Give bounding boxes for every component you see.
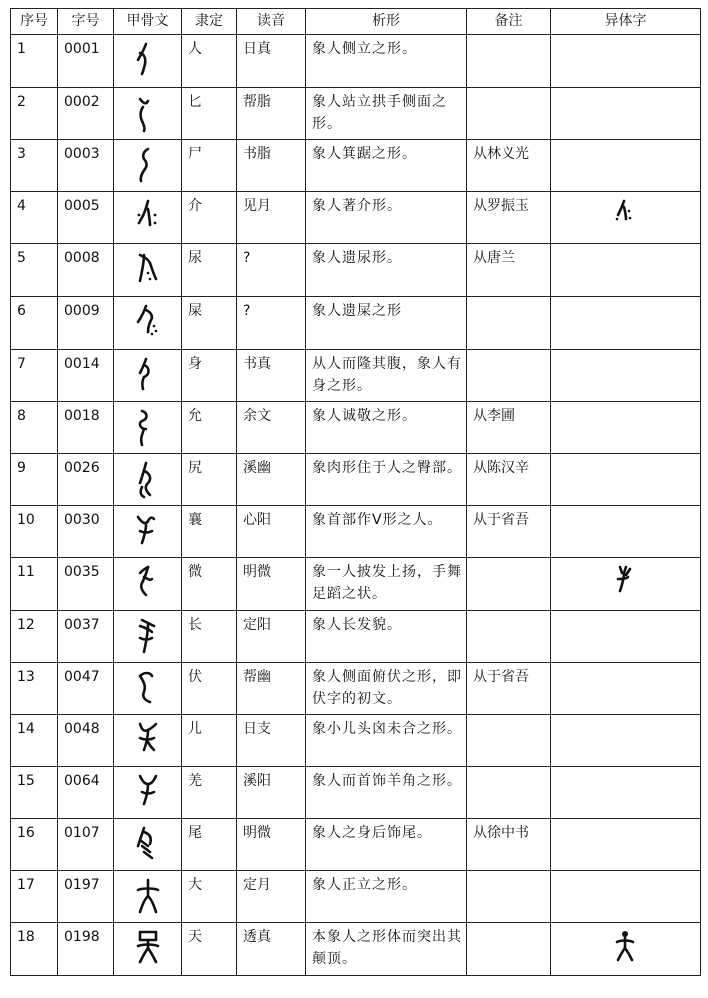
header-analysis: 析形 [306,9,467,35]
table-row [11,663,701,715]
cell-analysis [306,297,467,350]
cell-oracle-glyph [114,558,182,611]
cell-lid-text: 尾 [188,825,202,841]
cell-code [58,819,114,871]
header-code: 字号 [58,9,114,35]
cell-code [58,88,114,140]
cell-reading-text: 透真 [243,929,271,945]
cell-reading [237,244,306,297]
cell-reading [237,35,306,88]
cell-reading-text: 日真 [243,41,271,57]
cell-serial [11,350,58,402]
cell-code-text: 0048 [64,721,100,737]
cell-serial [11,35,58,88]
cell-code-text: 0035 [64,564,100,580]
cell-lid [182,244,237,297]
cell-analysis-text: 象人长发貌。 [312,617,402,633]
cell-oracle-glyph [114,506,182,558]
cell-analysis-text: 象人正立之形。 [312,877,417,893]
cell-reading [237,923,306,976]
cell-analysis-text: 象人遗屎之形 [312,303,402,319]
cell-lid [182,611,237,663]
cell-note [467,244,551,297]
cell-oracle-glyph [114,454,182,506]
cell-code [58,715,114,767]
cell-analysis [306,35,467,88]
cell-reading [237,819,306,871]
cell-code [58,767,114,819]
cell-analysis [306,923,467,976]
cell-serial-text: 4 [17,198,26,214]
cell-serial-text: 5 [17,250,26,266]
cell-analysis [306,402,467,454]
cell-reading [237,350,306,402]
cell-code-text: 0197 [64,877,100,893]
cell-lid-text: 介 [188,198,202,214]
cell-note-text [467,35,550,38]
cell-oracle-glyph [114,923,182,976]
cell-reading-text: 明微 [243,564,271,580]
cell-serial-text: 6 [17,303,26,319]
cell-variant [551,819,701,871]
cell-serial-text: 13 [17,669,35,685]
cell-reading-text: 溪阳 [243,773,271,789]
cell-note [467,767,551,819]
cell-reading-text: 日支 [243,721,271,737]
cell-variant [551,402,701,454]
cell-note [467,715,551,767]
cell-analysis [306,192,467,244]
cell-serial [11,767,58,819]
cell-lid [182,454,237,506]
cell-serial [11,871,58,923]
cell-lid-text: 襄 [188,512,202,528]
cell-lid-text: 尿 [188,250,202,266]
cell-lid [182,767,237,819]
cell-analysis [306,663,467,715]
cell-note [467,350,551,402]
cell-serial [11,140,58,192]
table-body [11,35,701,976]
cell-oracle-glyph [114,611,182,663]
cell-lid [182,715,237,767]
cell-lid [182,402,237,454]
cell-code [58,297,114,350]
cell-variant [551,35,701,88]
cell-lid-text: 身 [188,356,202,372]
table-row [11,35,701,88]
cell-reading-text: 心阳 [243,512,271,528]
cell-oracle-glyph [114,402,182,454]
cell-serial [11,244,58,297]
cell-variant [551,140,701,192]
cell-code-text: 0030 [64,512,100,528]
cell-serial [11,663,58,715]
table-row [11,192,701,244]
cell-analysis [306,350,467,402]
cell-analysis [306,767,467,819]
cell-serial-text: 12 [17,617,35,633]
cell-analysis-text: 象人诚敬之形。 [312,408,417,424]
cell-lid [182,297,237,350]
cell-serial [11,506,58,558]
cell-lid [182,35,237,88]
cell-serial [11,819,58,871]
cell-analysis [306,715,467,767]
cell-variant [551,244,701,297]
cell-serial-text: 10 [17,512,35,528]
cell-code-text: 0064 [64,773,100,789]
cell-analysis-text: 象首部作V形之人。 [312,512,443,528]
table-row [11,244,701,297]
cell-reading-text: ? [243,250,251,266]
cell-reading-text: 定月 [243,877,271,893]
cell-oracle-glyph [114,297,182,350]
cell-code-text: 0107 [64,825,100,841]
cell-serial-text: 3 [17,146,26,162]
cell-reading [237,715,306,767]
cell-note [467,611,551,663]
cell-code-text: 0008 [64,250,100,266]
table-row [11,819,701,871]
table-row [11,402,701,454]
cell-analysis [306,819,467,871]
cell-note [467,454,551,506]
cell-analysis [306,506,467,558]
cell-serial-text: 14 [17,721,35,737]
cell-code-text: 0001 [64,41,100,57]
cell-lid-text: 大 [188,877,202,893]
header-row [11,9,701,35]
cell-note [467,88,551,140]
cell-note-text: 从于省吾 [473,669,529,685]
cell-reading-text: 帮脂 [243,94,271,110]
cell-serial [11,297,58,350]
cell-serial [11,715,58,767]
cell-note-text: 从罗振玉 [473,198,529,214]
cell-code [58,611,114,663]
cell-note [467,402,551,454]
cell-code [58,506,114,558]
cell-analysis-text: 从人而隆其腹，象人有身之形。 [312,356,462,394]
cell-reading-text: 书真 [243,356,271,372]
cell-code-text: 0005 [64,198,100,214]
cell-variant [551,350,701,402]
cell-reading-text: 帮幽 [243,669,271,685]
header-note: 备注 [467,9,551,35]
cell-note-text: 从李圃 [473,408,515,424]
cell-code-text: 0198 [64,929,100,945]
cell-analysis [306,611,467,663]
cell-note-text [467,767,550,770]
cell-code [58,244,114,297]
cell-oracle-glyph [114,871,182,923]
table-row [11,611,701,663]
cell-reading [237,871,306,923]
cell-code [58,558,114,611]
cell-lid-text: 微 [188,564,202,580]
cell-oracle-glyph [114,663,182,715]
header-oracle: 甲骨文 [114,9,182,35]
cell-note-text [467,611,550,614]
cell-code [58,454,114,506]
cell-note-text: 从徐中书 [473,825,529,841]
cell-lid [182,663,237,715]
cell-note [467,871,551,923]
cell-lid [182,871,237,923]
cell-code-text: 0003 [64,146,100,162]
cell-lid-text: 长 [188,617,202,633]
cell-note [467,506,551,558]
cell-analysis-text: 象人之身后饰尾。 [312,825,432,841]
cell-serial-text: 2 [17,94,26,110]
cell-variant [551,192,701,244]
cell-code-text: 0037 [64,617,100,633]
cell-lid-text: 匕 [188,94,202,110]
cell-analysis-text: 象小儿头囟未合之形。 [312,721,462,737]
cell-note [467,297,551,350]
table-row [11,506,701,558]
cell-code [58,350,114,402]
cell-variant [551,558,701,611]
cell-code-text: 0018 [64,408,100,424]
cell-reading [237,192,306,244]
cell-lid [182,192,237,244]
cell-reading [237,558,306,611]
cell-analysis-text: 象人而首饰羊角之形。 [312,773,462,789]
cell-reading [237,663,306,715]
cell-code-text: 0047 [64,669,100,685]
cell-oracle-glyph [114,350,182,402]
cell-analysis-text: 象人著介形。 [312,198,402,214]
cell-lid [182,819,237,871]
cell-lid [182,558,237,611]
cell-serial [11,454,58,506]
cell-lid-text: 人 [188,41,202,57]
cell-serial-text: 11 [17,564,35,580]
cell-serial-text: 15 [17,773,35,789]
cell-lid [182,88,237,140]
cell-analysis [306,558,467,611]
cell-analysis-text: 象一人披发上扬，手舞足蹈之状。 [312,564,462,602]
cell-note-text [467,88,550,91]
cell-serial [11,611,58,663]
table-row [11,454,701,506]
cell-note-text [467,558,550,561]
cell-variant [551,454,701,506]
table-row [11,923,701,976]
table-row [11,350,701,402]
cell-reading-text: ? [243,303,251,319]
cell-reading [237,402,306,454]
cell-variant [551,611,701,663]
cell-code-text: 0014 [64,356,100,372]
table-row [11,767,701,819]
cell-code [58,663,114,715]
cell-note [467,558,551,611]
cell-note [467,663,551,715]
cell-reading-text: 余文 [243,408,271,424]
header-reading: 读音 [237,9,306,35]
table-row [11,871,701,923]
cell-note [467,923,551,976]
cell-reading-text: 定阳 [243,617,271,633]
cell-lid [182,506,237,558]
cell-reading [237,506,306,558]
cell-lid-text: 允 [188,408,202,424]
cell-reading-text: 明微 [243,825,271,841]
table-row [11,297,701,350]
cell-lid-text: 天 [188,929,202,945]
cell-code-text: 0026 [64,460,100,476]
cell-analysis [306,140,467,192]
cell-reading [237,140,306,192]
cell-variant [551,88,701,140]
cell-oracle-glyph [114,767,182,819]
cell-note-text [467,923,550,926]
oracle-bone-character-table [10,8,701,976]
cell-note-text: 从于省吾 [473,512,529,528]
cell-code [58,923,114,976]
header-serial: 序号 [11,9,58,35]
cell-serial-text: 8 [17,408,26,424]
cell-analysis-text: 象人侧面俯伏之形，即伏字的初文。 [312,669,462,707]
cell-lid-text: 羌 [188,773,202,789]
cell-analysis-text: 象人侧立之形。 [312,41,417,57]
cell-code [58,35,114,88]
cell-serial [11,88,58,140]
cell-serial-text: 18 [17,929,35,945]
cell-note [467,35,551,88]
cell-analysis-text: 象人箕踞之形。 [312,146,417,162]
cell-reading [237,88,306,140]
cell-note-text [467,350,550,353]
cell-variant [551,923,701,976]
cell-reading-text: 溪幽 [243,460,271,476]
cell-analysis [306,871,467,923]
header-variant: 异体字 [551,9,701,35]
cell-oracle-glyph [114,819,182,871]
cell-lid [182,350,237,402]
cell-serial [11,402,58,454]
cell-note-text: 从林义光 [473,146,529,162]
cell-lid-text: 儿 [188,721,202,737]
cell-note [467,192,551,244]
cell-analysis [306,244,467,297]
cell-note-text [467,715,550,718]
cell-analysis [306,454,467,506]
cell-serial-text: 9 [17,460,26,476]
cell-code-text: 0009 [64,303,100,319]
cell-variant [551,297,701,350]
table-row [11,558,701,611]
cell-note-text: 从唐兰 [473,250,515,266]
cell-oracle-glyph [114,715,182,767]
cell-reading [237,611,306,663]
cell-oracle-glyph [114,244,182,297]
cell-code [58,192,114,244]
cell-variant [551,767,701,819]
cell-lid [182,140,237,192]
cell-analysis [306,88,467,140]
table-row [11,715,701,767]
cell-serial-text: 7 [17,356,26,372]
cell-code [58,402,114,454]
cell-serial [11,558,58,611]
cell-variant [551,715,701,767]
cell-oracle-glyph [114,140,182,192]
cell-analysis-text: 本象人之形体而突出其颠顶。 [312,929,462,967]
cell-lid-text: 屎 [188,303,202,319]
cell-oracle-glyph [114,88,182,140]
cell-note [467,140,551,192]
cell-note-text [467,871,550,874]
cell-oracle-glyph [114,35,182,88]
header-lid: 隶定 [182,9,237,35]
cell-serial [11,192,58,244]
cell-variant [551,506,701,558]
cell-analysis-text: 象人遗尿形。 [312,250,402,266]
cell-code [58,140,114,192]
cell-note-text: 从陈汉辛 [473,460,529,476]
cell-oracle-glyph [114,192,182,244]
cell-variant [551,871,701,923]
cell-reading [237,767,306,819]
cell-serial [11,923,58,976]
table-row [11,140,701,192]
cell-lid-text: 尸 [188,146,202,162]
cell-note [467,819,551,871]
cell-serial-text: 16 [17,825,35,841]
cell-code [58,871,114,923]
table-row [11,88,701,140]
cell-serial-text: 1 [17,41,26,57]
cell-lid [182,923,237,976]
cell-reading-text: 书脂 [243,146,271,162]
cell-analysis-text: 象肉形住于人之臀部。 [312,460,462,476]
cell-serial-text: 17 [17,877,35,893]
cell-analysis-text: 象人站立拱手侧面之形。 [312,94,447,132]
cell-reading [237,297,306,350]
cell-lid-text: 尻 [188,460,202,476]
cell-reading-text: 见月 [243,198,271,214]
cell-variant [551,663,701,715]
cell-lid-text: 伏 [188,669,202,685]
cell-code-text: 0002 [64,94,100,110]
cell-note-text [467,297,550,300]
cell-reading [237,454,306,506]
